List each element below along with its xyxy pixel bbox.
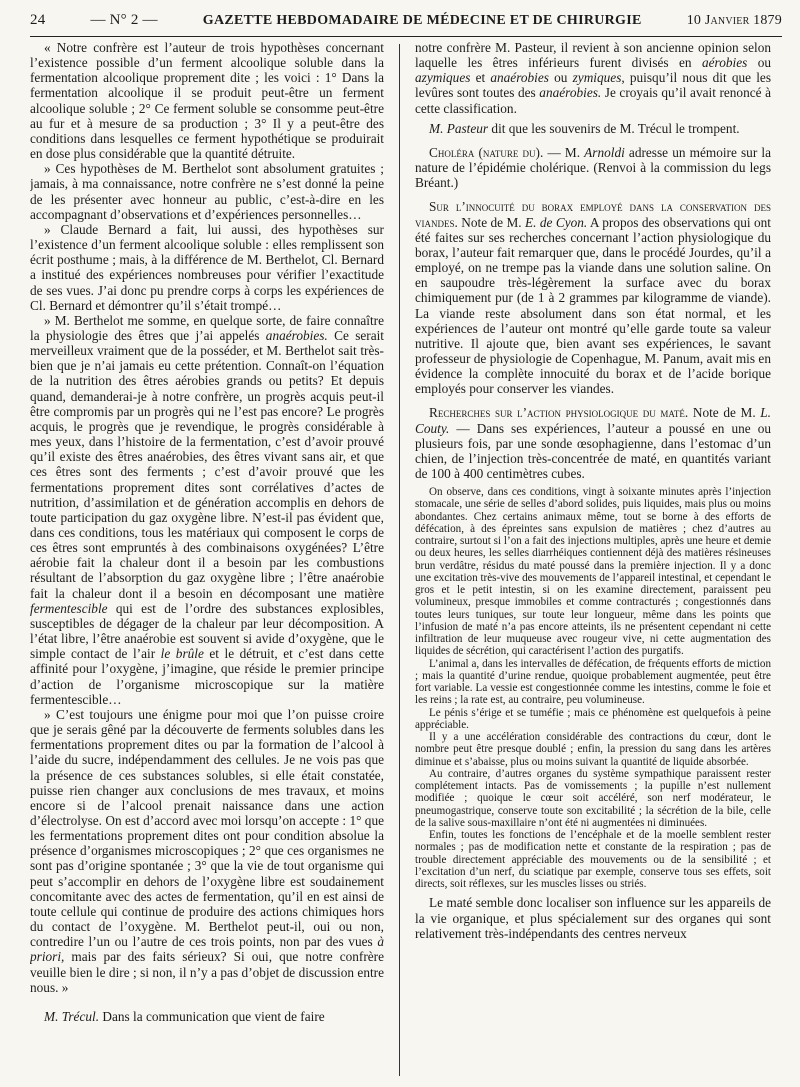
date-month: Janvier <box>704 13 750 28</box>
page-number: 24 <box>30 12 46 28</box>
author-arnoldi: Arnoldi <box>584 144 625 160</box>
date-year: 1879 <box>753 13 782 28</box>
section-cholera: Choléra (nature du). — M. Arnoldi adresse un mémoire sur la nature de l’épidémie cholérique. (Renvoi à la commission du legs Bréant.) <box>415 144 771 191</box>
paragraph-gratuites: » Ces hypothèses de M. Berthelot sont absolument gratuites ; jamais, à ma connaissance, notre confrère ne s’est donné la peine de les présenter avec honneur au public, c’est-à-dire en les accompagnant d’observations et d’expériences personnelles… <box>30 161 384 222</box>
paragraph-trecul: M. Trécul. Dans la communication que vient de faire <box>44 1008 325 1024</box>
small-paragraph-selles: On observe, dans ces conditions, vingt à soixante minutes après l’injection stomacale, une série de selles d’abord solides, puis liquides, mais plus ou moins abondantes. Chez certains animaux même, tout se borne à des efforts de défécation, à des épreintes sans expulsion de matières ; chez d’autres au contraire, surtout si l’on a fait des injections multiples, après une heure et demie ou deux heures, les selles diarrhéiques contiennent déjà des matières résineuses brun verdâtre, résidus du maté poussé dans la première injection. Il y a donc une excitation très-vive des mouvements de l’appareil intestinal, et cependant le gros et le petit intestin, si on les examine directement, paraissent peu volumineux, presque immobiles et comme contracturés ; congestionnés dans toutes leurs tuniques, sur toute leur longueur, même dans les points que l’infusion de maté n’a pas encore atteints, ils ne présentent cependant ni cette infiltration de leur muqueuse avec rougeur vive, ni cette augmentation des liquides de sécrétion, qui caractérisent l’action des purgatifs. <box>415 486 771 658</box>
paragraph-pasteur-continued: notre confrère M. Pasteur, il revient à son ancienne opinion selon laquelle les êtres inférieurs furent divisés en aérobies ou azymiques et anaérobies ou zymiques, puisqu’il nous dit que les levûres sont toutes des anaérobies. Je croyais qu’il avait renoncé à cette classification. <box>415 40 771 116</box>
section-title-mate: Recherches sur l’action physiologique du maté. <box>429 405 689 421</box>
paragraph-pasteur-reply: M. Pasteur dit que les souvenirs de M. Trécul le trompent. <box>429 120 740 136</box>
author-couty: L. Couty. <box>415 405 771 436</box>
issue-number: — N° 2 — <box>90 12 158 28</box>
author-trecul: M. Trécul. <box>44 1008 100 1024</box>
paragraph-hypotheses: « Notre confrère est l’auteur de trois hypothèses concernant l’existence possible d’un ferment alcoolique soluble dans la fermentation alcoolique proprement dite ; les voici : 1° Dans la fermentation alcoolique il se produit peut-être un ferment alcoolique soluble ; 2° Ce ferment soluble se consomme peut-être au fur et à mesure de sa production ; 3° Il y a peut-être des conditions dans lesquelles ce ferment hypothétique se produirait en dose plus considérable que la quantité détruite. <box>30 40 384 162</box>
left-column <box>30 40 384 1080</box>
page-header <box>30 12 782 37</box>
paragraph-anaerobies: » M. Berthelot me somme, en quelque sorte, de faire connaître la physiologie des êtres que j’ai appelés anaérobies. Ce serait merveilleux vraiment que de la posséder, et M. Berthelot sait très-bien que je n’ai jamais eu cette prétention. Connaît-on l’équation de la nutrition des êtres aérobies grands ou petits? Et depuis quand, demanderai-je à notre confrère, un progrès acquis peut-il être compromis par un progrès qui ne l’est pas encore? Le progrès acquis, le progrès que je revendique, le progrès considérable à mes yeux, dans l’histoire de la fermentation, c’est d’avoir prouvé qu’il existe des êtres anaérobies, des êtres vivant sans air, et que ces êtres sont des ferments ; c’est d’avoir prouvé que les fermentations proprement dites sont corrélatives d’actes de nutrition, d’assimilation et de génération accomplis en dehors de toute participation du gaz oxygène libre. N’est-il pas évident que, dans ces conditions, tous les matériaux qui composent le corps de ces êtres sont empruntés à des combinaisons oxygénées? L’être aérobie fait la chaleur dont il a besoin par les combustions résultant de l’absorption du gaz oxygène libre ; l’être anaérobie fait la chaleur dont il a besoin en décomposant une matière fermentescible qui est de l’ordre des substances explosibles, susceptibles de dégager de la chaleur par leur décomposition. A l’état libre, l’être anaérobie est souvent si avide d’oxygène, que le simple contact de l’air le brûle et le détruit, et c’est dans cette affinité pour l’oxygène, j’imagine, que réside le premier principe d’action de l’organisme microscopique sur la matière fermentescible… <box>30 312 384 707</box>
section-mate: Recherches sur l’action physiologique du maté. Note de M. L. Couty. — Dans ses expériences, l’auteur a poussé en une ou plusieurs fois, par une sonde œsophagienne, dans l’estomac d’un chien, de l’injection très-concentrée de maté, en quantités variant de 100 à 400 centimètres cubes. <box>415 405 771 482</box>
issue-date <box>687 13 782 29</box>
small-paragraph-sympathique: Au contraire, d’autres organes du système sympathique paraissent rester complétement intacts. Pas de vomissements ; la pupille n’est nullement modifiée ; quoique le cœur soit accéléré, son nerf modérateur, le pneumogastrique, conserve toute son excitabilité ; la sécrétion de la bile, celle de la salive sous-maxillaire n’ont été ni augmentées ni diminuées. <box>415 767 771 829</box>
right-column <box>415 40 771 1080</box>
small-paragraph-miction: L’animal a, dans les intervalles de défécation, de fréquents efforts de miction ; mais la quantité d’urine rendue, quoique probablement augmentée, peut être fort variable. La vessie est congestionnée comme les intestins, comme le foie et les reins ; la rate est, au contraire, peu volumineuse. <box>415 657 771 707</box>
section-borax: Sur l’innocuité du borax employé dans la conservation des viandes. Note de M. E. de Cyon. A propos des observations qui ont été faites sur ses recherches concernant l’action physiologique du borax, l’auteur fait remarquer que, dans le procédé Jourdes, qu’il a employé, on ne trempe pas la viande dans une solution saline. On en saupoudre très-légèrement la surface avec du borax chimiquement pur (de 1 à 2 grammes par kilogramme de viande). La viande reste absolument dans son état normal, et les expériences de l’auteur ont montré qu’elle garde toute sa valeur nutritive. Il ajoute que, bien avant ses expériences, le savant professeur de physiologie de Copenhague, M. Panum, avait mis en évidence la complète innocuité du borax et de l’acide borique employés pour conserver les viandes. <box>415 199 771 397</box>
author-de-cyon: E. de Cyon. <box>525 214 588 230</box>
date-day: 10 <box>686 13 702 28</box>
journal-title: GAZETTE HEBDOMADAIRE DE MÉDECINE ET DE CHIRURGIE <box>202 13 642 28</box>
small-paragraph-encephale: Enfin, toutes les fonctions de l’encéphale et de la moelle semblent rester normales ; pas de modification nette et constante de la respiration ; pas de trouble directement appréciable des mouvements ou de la sensibilité ; et l’excitation d’un nerf, du sciatique par exemple, conserve tous ses effets, soit directs, soit réflexes, sur les muscles lisses ou striés. <box>415 829 771 891</box>
section-title-borax: Sur l’innocuité du borax employé dans la conservation des viandes. <box>415 199 771 230</box>
small-paragraph-coeur: Il y a une accélération considérable des contractions du cœur, dont le nombre peut être presque doublé ; enfin, la pression du sang dans les artères diminue et s’abaisse, plus ou moins suivant la quantité de liquide absorbée. <box>415 731 771 768</box>
paragraph-enigme: » C’est toujours une énigme pour moi que l’on puisse croire que je serais gêné par la découverte de ferments solubles dans les fermentations proprement dites ou par la formation de l’alcool à l’aide du sucre, indépendamment des cellules. Je ne vois pas que la présence de ces substances solubles, si elle était constatée, puisse rien changer aux conclusions de mes travaux, et moins encore si de l’alcool prenait naissance dans une action d’électrolyse. On est d’accord avec moi lorsqu’on accepte : 1° que les fermentations proprement dites ont pour condition absolue la présence d’organismes microscopiques ; 2° que ces organismes ne sont pas d’origine spontanée ; 3° que la vie de tout organisme qui peut s’accomplir en dehors de l’oxygène libre est soudainement concomitante avec des actes de fermentation, qu’il en est ainsi de toute cellule qui continue de produire des actions chimiques hors du contact de l’oxygène. M. Berthelot peut-il, oui ou non, contredire l’un ou l’autre de ces trois points, non par des vues à priori, mais par des faits sérieux? Si oui, que notre confrère veuille bien le dire ; si non, il n’y a pas d’objet de discussion entre nous. » <box>30 706 384 995</box>
paragraph-claude-bernard: » Claude Bernard a fait, lui aussi, des hypothèses sur l’existence d’un ferment alcoolique soluble : elles remplissent son écrit posthume ; mais, à la différence de M. Berthelot, Cl. Bernard a institué des expériences nombreuses pour vérifier l’exactitude de ses vues. J’ai donc pu prendre corps à corps les expériences de Cl. Bernard et démontrer qu’il s’était trompé… <box>30 221 384 313</box>
section-title-cholera: Choléra (nature du). <box>429 144 544 160</box>
author-pasteur: M. Pasteur <box>429 120 489 136</box>
column-divider <box>399 44 400 1076</box>
paragraph-mate-conclusion: Le maté semble donc localiser son influence sur les appareils de la vie organique, et plus spécialement sur des organes qui sont relativement très-indépendants des centres nerveux <box>415 895 771 941</box>
small-paragraph-penis: Le pénis s’érige et se tuméfie ; mais ce phénomène est quelquefois à peine appréciable. <box>415 706 771 731</box>
